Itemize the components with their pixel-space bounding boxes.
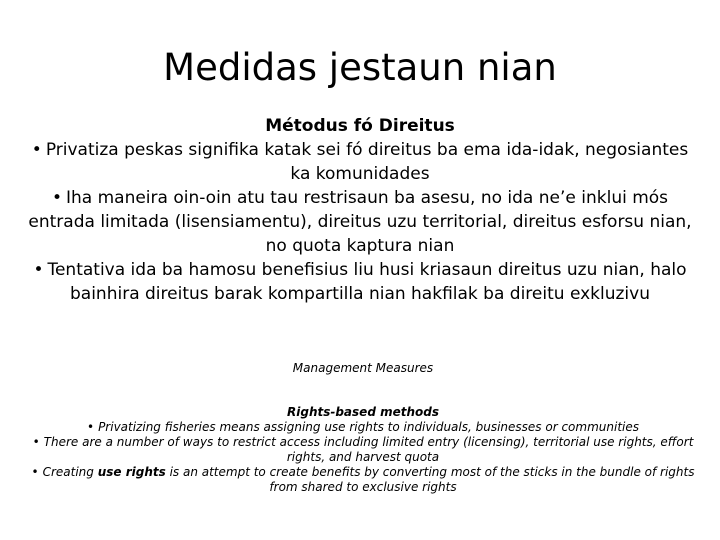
english-subtitle: Management Measures xyxy=(292,361,434,375)
main-bullet-3 xyxy=(20,258,700,306)
main-bullet-2 xyxy=(20,186,700,258)
english-heading: Rights-based methods xyxy=(287,405,439,419)
english-bullet-3-pre: Creating xyxy=(42,465,98,479)
english-bullet-1 xyxy=(18,420,708,435)
english-bullet-3-bold: use rights xyxy=(97,465,166,479)
english-bullet-3 xyxy=(18,465,708,495)
bullet-icon: • xyxy=(33,260,44,280)
bullet-icon: • xyxy=(51,188,62,208)
english-bullet-2 xyxy=(18,435,708,465)
english-bullet-3-post: is an attempt to create benefits by converting most of the sticks in the bundle of rights from shared to exclusive rights xyxy=(165,465,695,494)
main-bullet-3-text: Tentativa ida ba hamosu benefisius liu husi kriasaun direitus uzu nian, halo bainhira direitus barak kompartilla nian hakfilak ba direitu exkluzivu xyxy=(47,260,687,304)
bullet-icon: • xyxy=(31,465,39,479)
english-content xyxy=(18,405,708,495)
english-bullet-1-text: Privatizing fisheries means assigning use rights to individuals, businesses or communities xyxy=(98,420,639,434)
slide-title: Medidas jestaun nian xyxy=(163,46,557,89)
main-heading: Métodus fó Direitus xyxy=(265,116,455,136)
english-bullet-2-text: There are a number of ways to restrict access including limited entry (licensing), territorial use rights, effort rights, and harvest quota xyxy=(43,435,694,464)
bullet-icon: • xyxy=(86,420,95,434)
main-bullet-1 xyxy=(20,138,700,186)
bullet-icon: • xyxy=(31,140,42,160)
main-content xyxy=(20,114,700,306)
bullet-icon: • xyxy=(32,435,40,449)
main-bullet-2-text: Iha maneira oin-oin atu tau restrisaun ba asesu, no ida ne’e inklui mós entrada limitada (lisensiamentu), direitus uzu territorial, direitus esforsu nian, no quota kaptura nian xyxy=(28,188,692,256)
main-bullet-1-text: Privatiza peskas signifika katak sei fó direitus ba ema ida-idak, negosiantes ka komunidades xyxy=(45,140,689,184)
